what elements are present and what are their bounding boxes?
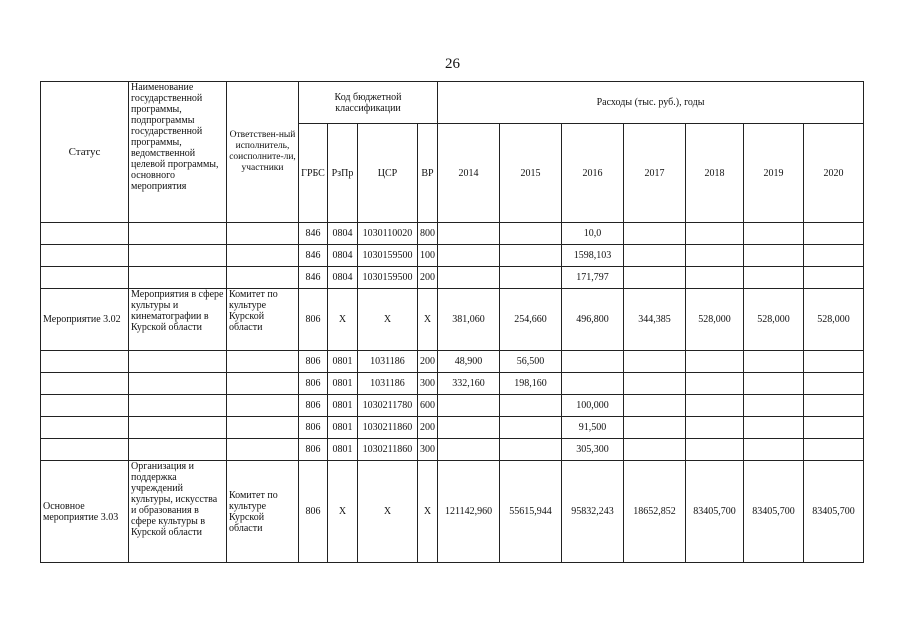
header-csr: ЦСР bbox=[358, 124, 418, 223]
header-grbs: ГРБС bbox=[299, 124, 328, 223]
value-cell: 332,160 bbox=[438, 373, 500, 395]
value-cell: 55615,944 bbox=[500, 461, 562, 563]
value-cell: 198,160 bbox=[500, 373, 562, 395]
value-cell bbox=[500, 439, 562, 461]
rzpr-cell: 0801 bbox=[328, 373, 358, 395]
csr-cell: Х bbox=[358, 461, 418, 563]
status-cell bbox=[41, 267, 129, 289]
grbs-cell: 806 bbox=[299, 351, 328, 373]
value-cell bbox=[624, 267, 686, 289]
value-cell bbox=[804, 267, 864, 289]
value-cell: 48,900 bbox=[438, 351, 500, 373]
value-cell: 496,800 bbox=[562, 289, 624, 351]
value-cell: 171,797 bbox=[562, 267, 624, 289]
rzpr-cell: Х bbox=[328, 289, 358, 351]
value-cell bbox=[744, 373, 804, 395]
value-cell bbox=[686, 417, 744, 439]
name-cell bbox=[129, 395, 227, 417]
value-cell: 56,500 bbox=[500, 351, 562, 373]
executor-cell bbox=[227, 417, 299, 439]
table-row bbox=[41, 395, 864, 417]
header-year: 2018 bbox=[686, 124, 744, 223]
table-row bbox=[41, 289, 864, 351]
vr-cell: 300 bbox=[418, 439, 438, 461]
rzpr-cell: 0801 bbox=[328, 439, 358, 461]
executor-cell bbox=[227, 373, 299, 395]
value-cell: 1598,103 bbox=[562, 245, 624, 267]
grbs-cell: 806 bbox=[299, 373, 328, 395]
csr-cell: 1030211860 bbox=[358, 417, 418, 439]
status-cell bbox=[41, 417, 129, 439]
rzpr-cell: 0804 bbox=[328, 245, 358, 267]
value-cell: 381,060 bbox=[438, 289, 500, 351]
value-cell: 83405,700 bbox=[804, 461, 864, 563]
csr-cell: 1030211860 bbox=[358, 439, 418, 461]
table-row bbox=[41, 267, 864, 289]
value-cell bbox=[500, 417, 562, 439]
executor-cell bbox=[227, 245, 299, 267]
value-cell bbox=[686, 351, 744, 373]
executor-cell: Комитет по культуре Курской области bbox=[227, 461, 299, 563]
status-cell bbox=[41, 351, 129, 373]
value-cell bbox=[562, 351, 624, 373]
grbs-cell: 806 bbox=[299, 417, 328, 439]
value-cell bbox=[804, 395, 864, 417]
header-expenses-group: Расходы (тыс. руб.), годы bbox=[438, 82, 864, 124]
rzpr-cell: 0804 bbox=[328, 223, 358, 245]
rzpr-cell: Х bbox=[328, 461, 358, 563]
value-cell bbox=[804, 417, 864, 439]
value-cell bbox=[562, 373, 624, 395]
csr-cell: 1031186 bbox=[358, 351, 418, 373]
executor-cell bbox=[227, 223, 299, 245]
status-cell: Основное мероприятие 3.03 bbox=[41, 461, 129, 563]
header-year: 2014 bbox=[438, 124, 500, 223]
value-cell: 91,500 bbox=[562, 417, 624, 439]
vr-cell: 200 bbox=[418, 417, 438, 439]
value-cell bbox=[686, 245, 744, 267]
vr-cell: 600 bbox=[418, 395, 438, 417]
value-cell bbox=[686, 223, 744, 245]
status-cell bbox=[41, 373, 129, 395]
value-cell bbox=[744, 267, 804, 289]
value-cell bbox=[500, 223, 562, 245]
value-cell: 18652,852 bbox=[624, 461, 686, 563]
name-cell bbox=[129, 439, 227, 461]
value-cell bbox=[624, 351, 686, 373]
value-cell bbox=[438, 439, 500, 461]
executor-cell: Комитет по культуре Курской области bbox=[227, 289, 299, 351]
value-cell bbox=[744, 245, 804, 267]
grbs-cell: 846 bbox=[299, 223, 328, 245]
vr-cell: 200 bbox=[418, 267, 438, 289]
grbs-cell: 806 bbox=[299, 439, 328, 461]
status-cell bbox=[41, 245, 129, 267]
csr-cell: 1030110020 bbox=[358, 223, 418, 245]
vr-cell: 200 bbox=[418, 351, 438, 373]
value-cell: 121142,960 bbox=[438, 461, 500, 563]
vr-cell: 100 bbox=[418, 245, 438, 267]
rzpr-cell: 0804 bbox=[328, 267, 358, 289]
header-name: Наименование государственной программы, подпрограммы государственной программы, ведомственной целевой программы, основного мероприятия bbox=[129, 82, 227, 223]
value-cell bbox=[624, 245, 686, 267]
value-cell bbox=[686, 373, 744, 395]
executor-cell bbox=[227, 439, 299, 461]
status-cell bbox=[41, 223, 129, 245]
value-cell bbox=[804, 245, 864, 267]
header-year: 2019 bbox=[744, 124, 804, 223]
table-row bbox=[41, 351, 864, 373]
status-cell: Мероприятие 3.02 bbox=[41, 289, 129, 351]
page-number: 26 bbox=[445, 56, 460, 72]
header-year: 2016 bbox=[562, 124, 624, 223]
header-year: 2017 bbox=[624, 124, 686, 223]
value-cell bbox=[804, 439, 864, 461]
name-cell bbox=[129, 351, 227, 373]
value-cell: 305,300 bbox=[562, 439, 624, 461]
table-row bbox=[41, 245, 864, 267]
value-cell: 10,0 bbox=[562, 223, 624, 245]
table-row bbox=[41, 373, 864, 395]
value-cell bbox=[744, 223, 804, 245]
csr-cell: 1030159500 bbox=[358, 267, 418, 289]
grbs-cell: 806 bbox=[299, 395, 328, 417]
value-cell bbox=[804, 351, 864, 373]
value-cell bbox=[624, 223, 686, 245]
name-cell bbox=[129, 267, 227, 289]
value-cell bbox=[500, 267, 562, 289]
table-row bbox=[41, 417, 864, 439]
name-cell bbox=[129, 417, 227, 439]
value-cell bbox=[744, 351, 804, 373]
value-cell bbox=[804, 223, 864, 245]
csr-cell: 1030211780 bbox=[358, 395, 418, 417]
value-cell: 83405,700 bbox=[686, 461, 744, 563]
table-row bbox=[41, 461, 864, 563]
header-code-group: Код бюджетной классификации bbox=[299, 82, 438, 124]
name-cell: Мероприятия в сфере культуры и кинематографии в Курской области bbox=[129, 289, 227, 351]
value-cell bbox=[438, 245, 500, 267]
grbs-cell: 846 bbox=[299, 267, 328, 289]
table-row bbox=[41, 439, 864, 461]
value-cell bbox=[686, 267, 744, 289]
value-cell bbox=[624, 439, 686, 461]
rzpr-cell: 0801 bbox=[328, 417, 358, 439]
executor-cell bbox=[227, 395, 299, 417]
name-cell bbox=[129, 373, 227, 395]
csr-cell: 1031186 bbox=[358, 373, 418, 395]
value-cell bbox=[438, 267, 500, 289]
executor-cell bbox=[227, 267, 299, 289]
value-cell: 83405,700 bbox=[744, 461, 804, 563]
header-executor: Ответствен-ный исполнитель, соисполните-ли, участники bbox=[227, 82, 299, 223]
header-status: Статус bbox=[41, 82, 129, 223]
value-cell bbox=[744, 417, 804, 439]
value-cell: 95832,243 bbox=[562, 461, 624, 563]
value-cell bbox=[438, 417, 500, 439]
grbs-cell: 806 bbox=[299, 289, 328, 351]
vr-cell: 800 bbox=[418, 223, 438, 245]
vr-cell: Х bbox=[418, 289, 438, 351]
rzpr-cell: 0801 bbox=[328, 395, 358, 417]
name-cell bbox=[129, 223, 227, 245]
value-cell: 344,385 bbox=[624, 289, 686, 351]
value-cell bbox=[500, 245, 562, 267]
value-cell bbox=[804, 373, 864, 395]
csr-cell: Х bbox=[358, 289, 418, 351]
value-cell bbox=[500, 395, 562, 417]
value-cell: 254,660 bbox=[500, 289, 562, 351]
rzpr-cell: 0801 bbox=[328, 351, 358, 373]
header-year: 2015 bbox=[500, 124, 562, 223]
vr-cell: Х bbox=[418, 461, 438, 563]
value-cell: 528,000 bbox=[804, 289, 864, 351]
grbs-cell: 806 bbox=[299, 461, 328, 563]
value-cell bbox=[438, 395, 500, 417]
header-year: 2020 bbox=[804, 124, 864, 223]
grbs-cell: 846 bbox=[299, 245, 328, 267]
value-cell bbox=[624, 373, 686, 395]
value-cell bbox=[624, 417, 686, 439]
value-cell bbox=[624, 395, 686, 417]
name-cell: Организация и поддержка учреждений культуры, искусства и образования в сфере культуры в Курской области bbox=[129, 461, 227, 563]
value-cell bbox=[744, 439, 804, 461]
table-row bbox=[41, 223, 864, 245]
value-cell bbox=[438, 223, 500, 245]
status-cell bbox=[41, 439, 129, 461]
header-vr: ВР bbox=[418, 124, 438, 223]
value-cell bbox=[686, 395, 744, 417]
status-cell bbox=[41, 395, 129, 417]
value-cell bbox=[744, 395, 804, 417]
name-cell bbox=[129, 245, 227, 267]
budget-table bbox=[40, 81, 864, 563]
value-cell bbox=[686, 439, 744, 461]
value-cell: 528,000 bbox=[744, 289, 804, 351]
value-cell: 100,000 bbox=[562, 395, 624, 417]
vr-cell: 300 bbox=[418, 373, 438, 395]
executor-cell bbox=[227, 351, 299, 373]
csr-cell: 1030159500 bbox=[358, 245, 418, 267]
header-rzpr: РзПр bbox=[328, 124, 358, 223]
value-cell: 528,000 bbox=[686, 289, 744, 351]
